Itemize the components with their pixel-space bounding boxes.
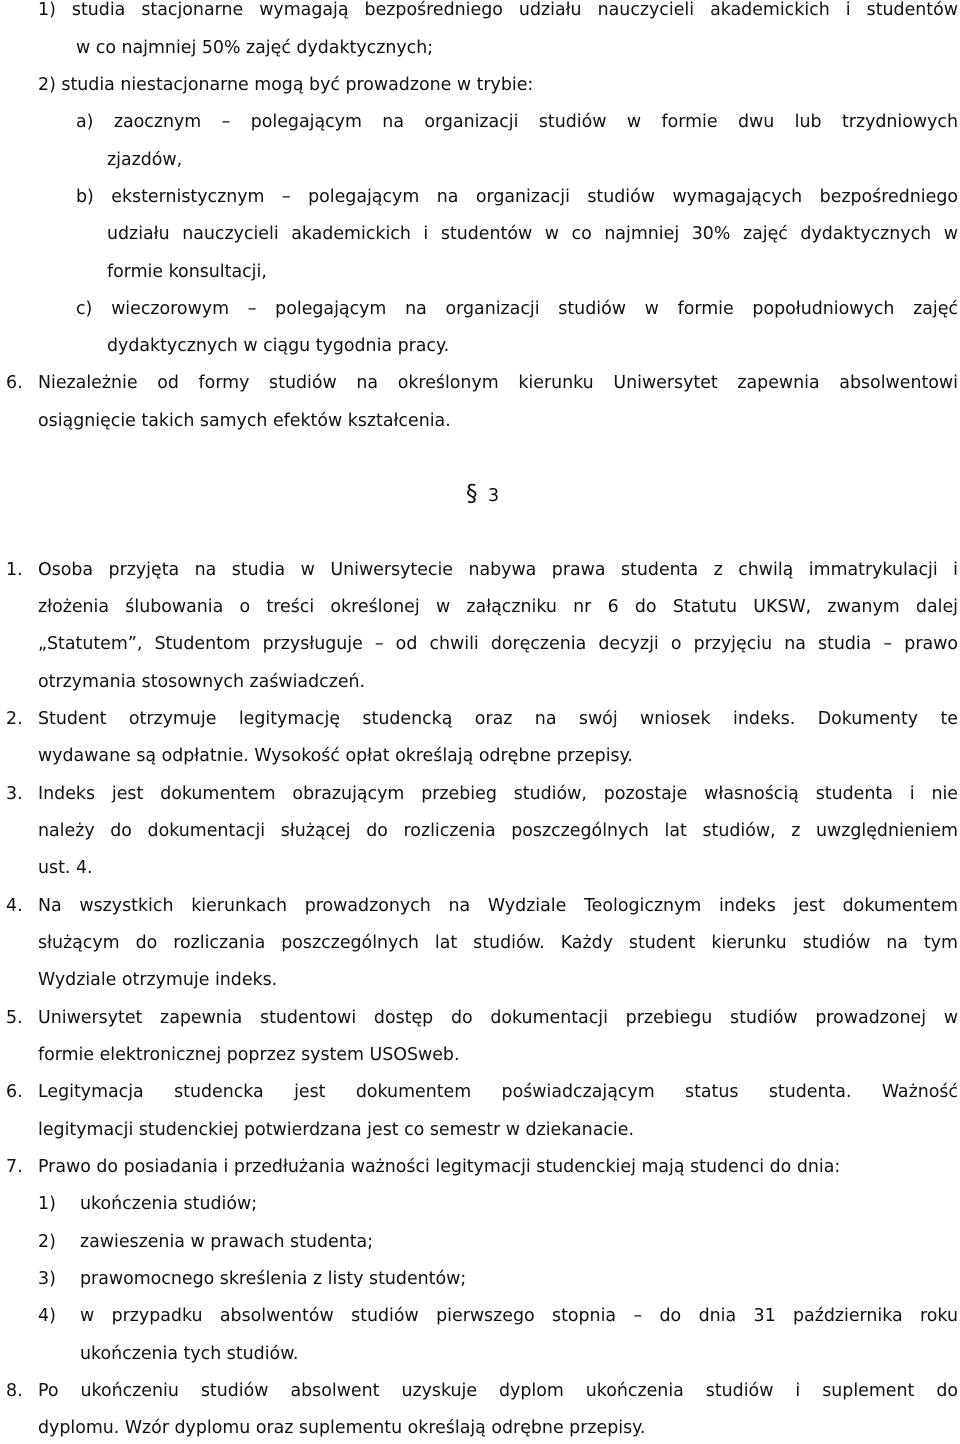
point-2-line-2: wydawane są odpłatnie. Wysokość opłat określają odrębne przepisy. — [38, 746, 633, 766]
subitem-b-line-2: udziału nauczycieli akademickich i studentów w co najmniej 30% zajęć dydaktycznych w — [107, 224, 958, 244]
point-3-line-1: Indeks jest dokumentem obrazującym przebieg studiów, pozostaje własnością studenta i nie — [38, 784, 958, 804]
point-2-line-1: Student otrzymuje legitymację studencką oraz na swój wniosek indeks. Dokumenty te — [38, 709, 958, 729]
subitem-b-line-1: b) eksternistycznym – polegającym na organizacji studiów wymagających bezpośredniego — [76, 187, 958, 207]
point-5-number: 5. — [6, 1008, 23, 1028]
point-6b-line-2: legitymacji studenckiej potwierdzana jest co semestr w dziekanacie. — [38, 1120, 634, 1140]
section-sign: § — [466, 481, 478, 507]
subitem-c-line-2: dydaktycznych w ciągu tygodnia pracy. — [107, 336, 450, 356]
subitem-a-line-2: zjazdów, — [107, 150, 183, 170]
point-2-number: 2. — [6, 709, 23, 729]
point-7-number: 7. — [6, 1157, 23, 1177]
point-1-line-1: Osoba przyjęta na studia w Uniwersytecie nabywa prawa studenta z chwilą immatrykulacji i — [38, 560, 958, 580]
point-7-subitem-4-number: 4) — [38, 1306, 56, 1326]
point-7-subitem-3: prawomocnego skreślenia z listy studentów; — [80, 1269, 467, 1289]
point-3-line-3: ust. 4. — [38, 858, 93, 878]
point-5-line-1: Uniwersytet zapewnia studentowi dostęp do dokumentacji przebiegu studiów prowadzonej w — [38, 1008, 958, 1028]
list-item-1-line-1: 1) studia stacjonarne wymagają bezpośredniego udziału nauczycieli akademickich i studentów — [38, 0, 958, 20]
point-4-line-1: Na wszystkich kierunkach prowadzonych na Wydziale Teologicznym indeks jest dokumentem — [38, 896, 958, 916]
point-1-line-4: otrzymania stosownych zaświadczeń. — [38, 672, 366, 692]
point-6b-line-1: Legitymacja studencka jest dokumentem poświadczającym status studenta. Ważność — [38, 1082, 958, 1102]
list-item-2: 2) studia niestacjonarne mogą być prowadzone w trybie: — [38, 75, 534, 95]
subitem-b-line-3: formie konsultacji, — [107, 262, 267, 282]
point-3-number: 3. — [6, 784, 23, 804]
subitem-a-line-1: a) zaocznym – polegającym na organizacji studiów w formie dwu lub trzydniowych — [76, 112, 958, 132]
list-item-1-line-2: w co najmniej 50% zajęć dydaktycznych; — [76, 38, 434, 58]
point-1-line-2: złożenia ślubowania o treści określonej w załączniku nr 6 do Statutu UKSW, zwanym dalej — [38, 597, 958, 617]
point-7-subitem-3-number: 3) — [38, 1269, 56, 1289]
point-1-number: 1. — [6, 560, 23, 580]
point-8-line-1: Po ukończeniu studiów absolwent uzyskuje dyplom ukończenia studiów i suplement do — [38, 1381, 958, 1401]
point-8-number: 8. — [6, 1381, 23, 1401]
point-3-line-2: należy do dokumentacji służącej do rozliczenia poszczególnych lat studiów, z uwzględnieniem — [38, 821, 958, 841]
point-6-number: 6. — [6, 373, 23, 393]
point-6-line-2: osiągnięcie takich samych efektów kształcenia. — [38, 411, 451, 431]
point-4-line-3: Wydziale otrzymuje indeks. — [38, 970, 278, 990]
point-4-line-2: służącym do rozliczania poszczególnych lat studiów. Każdy student kierunku studiów na tym — [38, 933, 958, 953]
section-number: 3 — [488, 486, 500, 506]
point-7-subitem-1-number: 1) — [38, 1194, 56, 1214]
point-7-subitem-1: ukończenia studiów; — [80, 1194, 258, 1214]
point-7-subitem-4-line-1: w przypadku absolwentów studiów pierwszego stopnia – do dnia 31 października roku — [80, 1306, 958, 1326]
subitem-c-line-1: c) wieczorowym – polegającym na organizacji studiów w formie popołudniowych zajęć — [76, 299, 958, 319]
point-5-line-2: formie elektronicznej poprzez system USOSweb. — [38, 1045, 460, 1065]
point-1-line-3: „Statutem”, Studentom przysługuje – od chwili doręczenia decyzji o przyjęciu na studia – prawo — [38, 634, 958, 654]
point-6b-number: 6. — [6, 1082, 23, 1102]
point-4-number: 4. — [6, 896, 23, 916]
point-8-line-2: dyplomu. Wzór dyplomu oraz suplementu określają odrębne przepisy. — [38, 1418, 646, 1438]
point-7-line-1: Prawo do posiadania i przedłużania ważności legitymacji studenckiej mają studenci do dnia: — [38, 1157, 841, 1177]
point-7-subitem-2-number: 2) — [38, 1232, 56, 1252]
point-6-line-1: Niezależnie od formy studiów na określonym kierunku Uniwersytet zapewnia absolwentowi — [38, 373, 958, 393]
point-7-subitem-2: zawieszenia w prawach studenta; — [80, 1232, 374, 1252]
point-7-subitem-4-line-2: ukończenia tych studiów. — [80, 1344, 299, 1364]
